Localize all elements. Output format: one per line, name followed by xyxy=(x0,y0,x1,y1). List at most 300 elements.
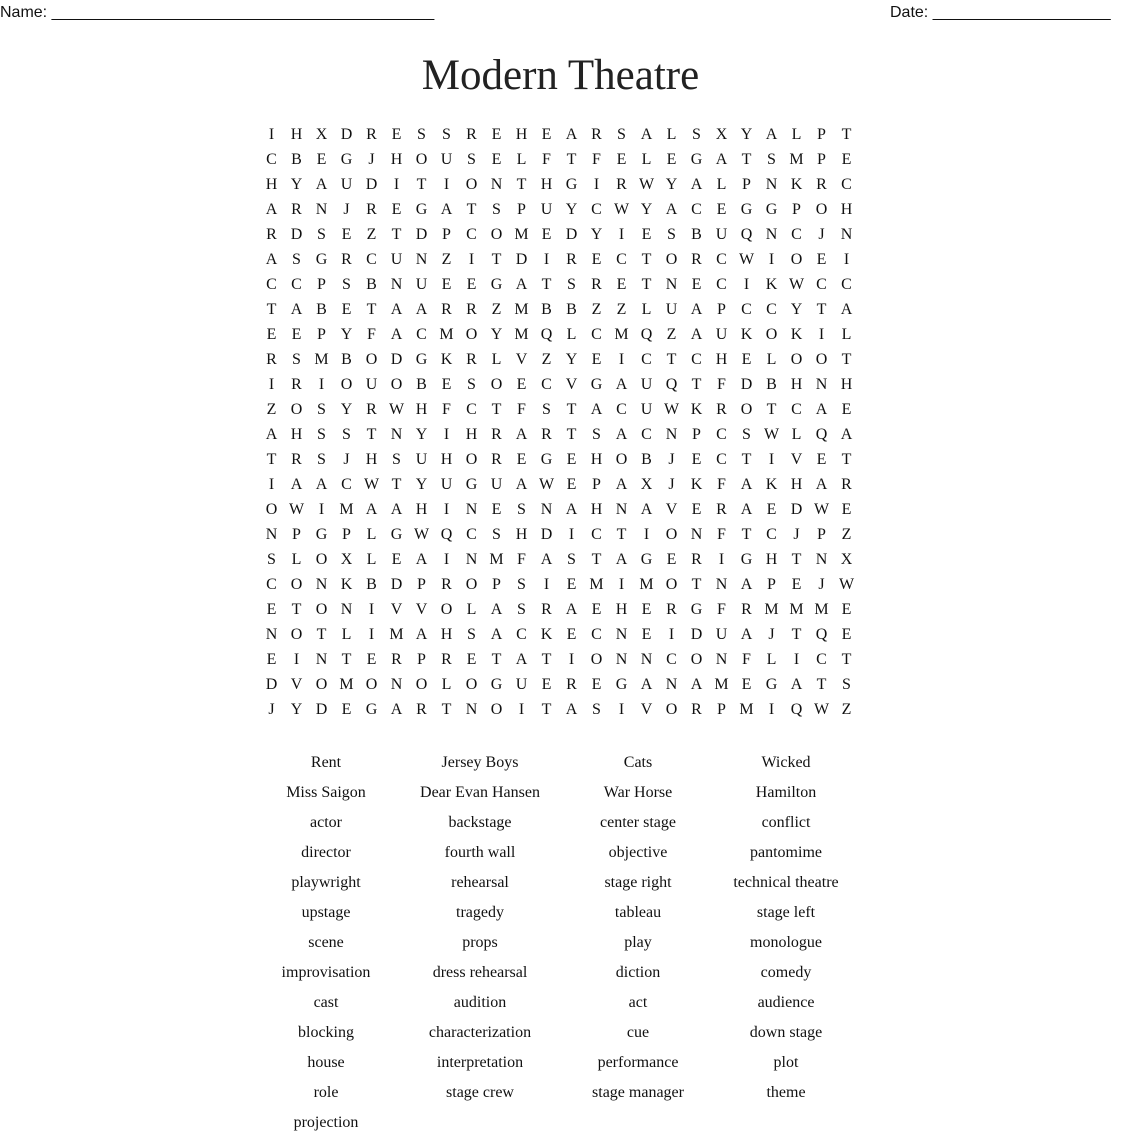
grid-letter: C xyxy=(741,301,752,318)
grid-letter: F xyxy=(517,551,526,568)
grid-letter: O xyxy=(315,601,328,618)
grid-letter: M xyxy=(714,676,729,693)
grid-letter: V xyxy=(415,601,428,618)
grid-letter: Y xyxy=(415,476,428,493)
grid-letter: H xyxy=(415,401,428,418)
grid-letter: C xyxy=(641,351,652,368)
grid-letter: J xyxy=(343,201,350,218)
grid-letter: A xyxy=(615,551,628,568)
grid-letter: E xyxy=(841,151,852,168)
grid-letter: B xyxy=(566,301,577,318)
grid-letter: T xyxy=(391,226,402,243)
grid-letter: M xyxy=(589,576,604,593)
grid-letter: R xyxy=(291,451,302,468)
grid-letter: T xyxy=(841,651,852,668)
word-list-item: War Horse xyxy=(603,784,673,801)
grid-letter: A xyxy=(840,426,853,443)
grid-letter: O xyxy=(740,401,753,418)
grid-letter: S xyxy=(567,551,576,568)
grid-letter: O xyxy=(465,576,478,593)
grid-letter: W xyxy=(413,526,430,543)
grid-letter: B xyxy=(341,351,352,368)
word-list-item: stage crew xyxy=(446,1084,514,1101)
grid-letter: E xyxy=(266,601,277,618)
grid-row xyxy=(259,547,863,572)
grid-letter: F xyxy=(717,376,726,393)
grid-letter: I xyxy=(593,176,600,193)
grid-letter: P xyxy=(817,526,826,543)
grid-letter: E xyxy=(591,601,602,618)
grid-letter: A xyxy=(390,326,403,343)
grid-letter: X xyxy=(340,551,353,568)
grid-letter: I xyxy=(268,376,275,393)
grid-letter: K xyxy=(765,276,778,293)
grid-letter: H xyxy=(840,376,853,393)
grid-letter: A xyxy=(740,576,753,593)
grid-letter: T xyxy=(691,376,702,393)
word-list-item: Rent xyxy=(310,754,342,771)
grid-letter: T xyxy=(541,276,552,293)
grid-letter: E xyxy=(466,651,477,668)
grid-letter: A xyxy=(390,501,403,518)
grid-letter: T xyxy=(791,626,802,643)
grid-letter: G xyxy=(765,201,778,218)
grid-letter: J xyxy=(343,451,350,468)
grid-letter: C xyxy=(466,526,477,543)
grid-letter: H xyxy=(265,176,278,193)
grid-letter: Q xyxy=(540,326,553,343)
grid-letter: C xyxy=(266,276,277,293)
word-list-item: cast xyxy=(313,994,339,1011)
grid-letter: D xyxy=(415,226,428,243)
grid-letter: T xyxy=(741,151,752,168)
word-list-item: Wicked xyxy=(761,754,811,771)
grid-letter: D xyxy=(740,376,753,393)
grid-letter: N xyxy=(315,651,328,668)
grid-letter: F xyxy=(367,326,376,343)
grid-letter: R xyxy=(366,126,377,143)
grid-letter: U xyxy=(715,626,728,643)
grid-letter: T xyxy=(816,676,827,693)
grid-letter: E xyxy=(491,126,502,143)
grid-letter: E xyxy=(616,151,627,168)
grid-letter: E xyxy=(741,676,752,693)
grid-letter: E xyxy=(516,376,527,393)
grid-letter: E xyxy=(616,276,627,293)
grid-letter: M xyxy=(314,351,329,368)
grid-letter: Q xyxy=(790,701,803,718)
grid-row xyxy=(259,272,863,297)
grid-letter: Y xyxy=(565,201,578,218)
word-list-item: rehearsal xyxy=(451,874,509,891)
grid-letter: E xyxy=(566,576,577,593)
grid-letter: Z xyxy=(491,301,502,318)
grid-letter: V xyxy=(565,376,578,393)
grid-letter: E xyxy=(266,326,277,343)
grid-letter: T xyxy=(566,426,577,443)
grid-row xyxy=(259,522,863,547)
grid-letter: Y xyxy=(665,176,678,193)
grid-letter: D xyxy=(390,351,403,368)
grid-letter: T xyxy=(566,401,577,418)
grid-letter: R xyxy=(416,701,427,718)
grid-letter: R xyxy=(441,651,452,668)
grid-letter: O xyxy=(340,376,353,393)
grid-letter: N xyxy=(390,426,403,443)
grid-letter: H xyxy=(390,151,403,168)
grid-letter: H xyxy=(290,426,303,443)
word-list-item: act xyxy=(628,994,648,1011)
grid-letter: P xyxy=(417,576,426,593)
grid-letter: O xyxy=(665,701,678,718)
word-list-item: audience xyxy=(757,994,815,1011)
grid-letter: O xyxy=(315,551,328,568)
grid-letter: M xyxy=(789,601,804,618)
grid-letter: E xyxy=(391,551,402,568)
grid-letter: S xyxy=(292,351,301,368)
grid-letter: I xyxy=(268,126,275,143)
grid-letter: S xyxy=(417,126,426,143)
grid-letter: A xyxy=(315,476,328,493)
grid-letter: A xyxy=(665,201,678,218)
word-list-item: playwright xyxy=(291,874,361,891)
grid-letter: M xyxy=(514,226,529,243)
grid-letter: G xyxy=(740,201,753,218)
name-label: Name: xyxy=(0,4,52,21)
word-list-item: Miss Saigon xyxy=(286,784,366,801)
grid-letter: A xyxy=(490,601,503,618)
grid-letter: I xyxy=(768,701,775,718)
grid-letter: P xyxy=(517,201,526,218)
word-list-item: pantomime xyxy=(750,844,822,861)
grid-letter: E xyxy=(341,226,352,243)
grid-letter: H xyxy=(515,526,528,543)
grid-letter: T xyxy=(291,601,302,618)
grid-letter: S xyxy=(492,526,501,543)
grid-letter: D xyxy=(690,626,703,643)
grid-letter: O xyxy=(815,351,828,368)
grid-letter: J xyxy=(818,226,825,243)
grid-letter: A xyxy=(690,301,703,318)
word-list-item: stage manager xyxy=(592,1084,684,1101)
grid-letter: T xyxy=(366,301,377,318)
grid-letter: R xyxy=(716,501,727,518)
grid-letter: N xyxy=(690,526,703,543)
grid-letter: H xyxy=(590,501,603,518)
grid-letter: E xyxy=(266,651,277,668)
grid-letter: Z xyxy=(616,301,627,318)
grid-letter: E xyxy=(516,451,527,468)
grid-letter: A xyxy=(540,551,553,568)
grid-letter: U xyxy=(415,276,428,293)
grid-letter: A xyxy=(565,126,578,143)
grid-letter: E xyxy=(541,676,552,693)
grid-letter: H xyxy=(365,451,378,468)
grid-letter: P xyxy=(292,526,301,543)
grid-letter: M xyxy=(439,326,454,343)
word-list-item: Hamilton xyxy=(755,784,817,801)
grid-letter: S xyxy=(517,601,526,618)
grid-letter: N xyxy=(490,176,503,193)
grid-letter: S xyxy=(317,426,326,443)
grid-letter: J xyxy=(768,626,775,643)
grid-letter: H xyxy=(840,201,853,218)
grid-letter: U xyxy=(440,476,453,493)
grid-letter: T xyxy=(591,551,602,568)
grid-letter: T xyxy=(616,526,627,543)
grid-letter: V xyxy=(515,351,528,368)
grid-letter: O xyxy=(615,451,628,468)
grid-row xyxy=(259,172,863,197)
grid-letter: R xyxy=(366,201,377,218)
grid-letter: D xyxy=(790,501,803,518)
grid-letter: W xyxy=(288,501,305,518)
grid-letter: J xyxy=(368,151,375,168)
grid-letter: I xyxy=(468,251,475,268)
grid-letter: E xyxy=(441,276,452,293)
grid-letter: R xyxy=(341,251,352,268)
grid-letter: R xyxy=(591,276,602,293)
grid-letter: C xyxy=(641,426,652,443)
word-list-item: Jersey Boys xyxy=(441,754,519,771)
grid-letter: S xyxy=(467,151,476,168)
grid-letter: B xyxy=(691,226,702,243)
grid-letter: I xyxy=(568,526,575,543)
word-list-item: diction xyxy=(615,964,661,981)
grid-letter: K xyxy=(790,326,803,343)
grid-row xyxy=(259,572,863,597)
grid-letter: E xyxy=(341,701,352,718)
grid-letter: R xyxy=(441,301,452,318)
grid-letter: N xyxy=(765,226,778,243)
grid-letter: A xyxy=(740,626,753,643)
grid-letter: A xyxy=(290,301,303,318)
grid-letter: N xyxy=(540,501,553,518)
grid-letter: O xyxy=(265,501,278,518)
grid-letter: N xyxy=(765,176,778,193)
grid-letter: T xyxy=(691,576,702,593)
grid-letter: S xyxy=(517,501,526,518)
grid-letter: C xyxy=(341,476,352,493)
grid-letter: R xyxy=(266,351,277,368)
grid-letter: O xyxy=(665,576,678,593)
grid-letter: M xyxy=(739,701,754,718)
grid-letter: N xyxy=(465,701,478,718)
grid-letter: Q xyxy=(815,626,828,643)
grid-letter: E xyxy=(391,126,402,143)
grid-letter: E xyxy=(791,576,802,593)
grid-letter: C xyxy=(691,351,702,368)
grid-letter: L xyxy=(641,151,652,168)
grid-letter: A xyxy=(640,126,653,143)
grid-letter: R xyxy=(466,301,477,318)
date-field xyxy=(890,3,1111,23)
grid-letter: S xyxy=(467,376,476,393)
grid-letter: S xyxy=(467,626,476,643)
grid-letter: G xyxy=(540,451,553,468)
grid-letter: G xyxy=(415,201,428,218)
grid-letter: A xyxy=(440,201,453,218)
grid-letter: E xyxy=(841,401,852,418)
grid-letter: R xyxy=(841,476,852,493)
grid-letter: L xyxy=(766,651,777,668)
grid-letter: A xyxy=(265,251,278,268)
grid-letter: P xyxy=(342,526,351,543)
grid-letter: E xyxy=(641,601,652,618)
grid-letter: O xyxy=(365,676,378,693)
grid-letter: A xyxy=(715,151,728,168)
grid-letter: K xyxy=(440,351,453,368)
grid-letter: C xyxy=(691,201,702,218)
grid-letter: P xyxy=(592,476,601,493)
grid-letter: A xyxy=(640,676,653,693)
grid-letter: B xyxy=(416,376,427,393)
word-list-item: actor xyxy=(310,814,342,831)
word-list-item: role xyxy=(313,1084,339,1101)
word-list-item: tableau xyxy=(614,904,662,921)
grid-letter: Z xyxy=(841,701,852,718)
grid-letter: S xyxy=(317,226,326,243)
grid-letter: A xyxy=(690,326,703,343)
grid-letter: T xyxy=(441,701,452,718)
grid-letter: S xyxy=(742,426,751,443)
grid-letter: R xyxy=(691,251,702,268)
grid-letter: L xyxy=(516,151,527,168)
grid-letter: N xyxy=(415,251,428,268)
grid-letter: W xyxy=(538,476,555,493)
grid-letter: T xyxy=(541,701,552,718)
grid-letter: I xyxy=(318,376,325,393)
grid-letter: F xyxy=(517,401,526,418)
grid-letter: T xyxy=(566,151,577,168)
grid-letter: C xyxy=(466,401,477,418)
grid-letter: G xyxy=(690,151,703,168)
grid-letter: C xyxy=(841,276,852,293)
grid-letter: N xyxy=(265,526,278,543)
grid-letter: W xyxy=(638,176,655,193)
grid-letter: P xyxy=(317,276,326,293)
grid-letter: R xyxy=(566,676,577,693)
grid-letter: E xyxy=(591,251,602,268)
grid-letter: N xyxy=(665,426,678,443)
grid-letter: N xyxy=(640,651,653,668)
grid-letter: I xyxy=(543,251,550,268)
grid-letter: A xyxy=(740,501,753,518)
grid-letter: I xyxy=(443,426,450,443)
grid-letter: A xyxy=(265,426,278,443)
grid-letter: C xyxy=(791,226,802,243)
grid-letter: T xyxy=(641,276,652,293)
grid-letter: Y xyxy=(790,301,803,318)
grid-letter: O xyxy=(440,601,453,618)
word-list-item: fourth wall xyxy=(444,844,516,861)
grid-letter: R xyxy=(391,651,402,668)
grid-letter: K xyxy=(765,476,778,493)
grid-letter: I xyxy=(443,176,450,193)
grid-letter: N xyxy=(715,576,728,593)
grid-letter: B xyxy=(366,576,377,593)
grid-letter: E xyxy=(641,626,652,643)
grid-letter: E xyxy=(491,501,502,518)
grid-letter: F xyxy=(592,151,601,168)
grid-letter: D xyxy=(340,126,353,143)
grid-letter: F xyxy=(542,151,551,168)
grid-letter: S xyxy=(392,451,401,468)
grid-row xyxy=(259,147,863,172)
grid-letter: I xyxy=(368,626,375,643)
grid-letter: M xyxy=(764,601,779,618)
grid-letter: I xyxy=(768,251,775,268)
grid-letter: L xyxy=(366,551,377,568)
grid-letter: Y xyxy=(490,326,503,343)
grid-letter: L xyxy=(566,326,577,343)
word-list-item: conflict xyxy=(761,814,811,831)
grid-letter: I xyxy=(668,626,675,643)
grid-letter: R xyxy=(291,376,302,393)
grid-row xyxy=(259,497,863,522)
grid-letter: E xyxy=(841,626,852,643)
grid-letter: T xyxy=(766,401,777,418)
grid-letter: L xyxy=(791,426,802,443)
grid-letter: R xyxy=(591,126,602,143)
grid-row xyxy=(259,247,863,272)
grid-letter: T xyxy=(266,301,277,318)
grid-letter: P xyxy=(817,126,826,143)
grid-row xyxy=(259,622,863,647)
grid-letter: E xyxy=(691,451,702,468)
word-list-item: director xyxy=(301,844,351,861)
grid-letter: C xyxy=(766,301,777,318)
grid-letter: E xyxy=(666,551,677,568)
grid-letter: S xyxy=(542,401,551,418)
name-line: ___________________________________________ xyxy=(51,4,435,21)
grid-row xyxy=(259,347,863,372)
grid-letter: E xyxy=(566,626,577,643)
word-list-item: tragedy xyxy=(456,904,504,921)
grid-letter: W xyxy=(763,426,780,443)
grid-letter: N xyxy=(265,626,278,643)
grid-letter: Y xyxy=(415,426,428,443)
grid-letter: K xyxy=(790,176,803,193)
grid-letter: B xyxy=(291,151,302,168)
word-list-item: dress rehearsal xyxy=(432,964,528,981)
grid-letter: N xyxy=(315,201,328,218)
grid-letter: C xyxy=(591,201,602,218)
grid-letter: J xyxy=(668,451,675,468)
grid-letter: K xyxy=(340,576,353,593)
grid-letter: I xyxy=(843,251,850,268)
grid-letter: Z xyxy=(591,301,602,318)
word-list-item: theme xyxy=(766,1084,806,1101)
grid-letter: O xyxy=(415,676,428,693)
grid-letter: N xyxy=(715,651,728,668)
word-list-item: house xyxy=(307,1054,345,1071)
grid-letter: N xyxy=(615,626,628,643)
grid-letter: L xyxy=(291,551,302,568)
grid-letter: N xyxy=(315,576,328,593)
grid-letter: O xyxy=(315,676,328,693)
grid-letter: L xyxy=(766,351,777,368)
word-list-item: objective xyxy=(608,844,668,861)
grid-letter: Y xyxy=(290,701,303,718)
grid-letter: I xyxy=(793,651,800,668)
grid-letter: T xyxy=(491,401,502,418)
grid-letter: R xyxy=(441,576,452,593)
grid-row xyxy=(259,697,863,722)
grid-letter: G xyxy=(365,701,378,718)
grid-letter: C xyxy=(716,276,727,293)
grid-letter: E xyxy=(441,376,452,393)
